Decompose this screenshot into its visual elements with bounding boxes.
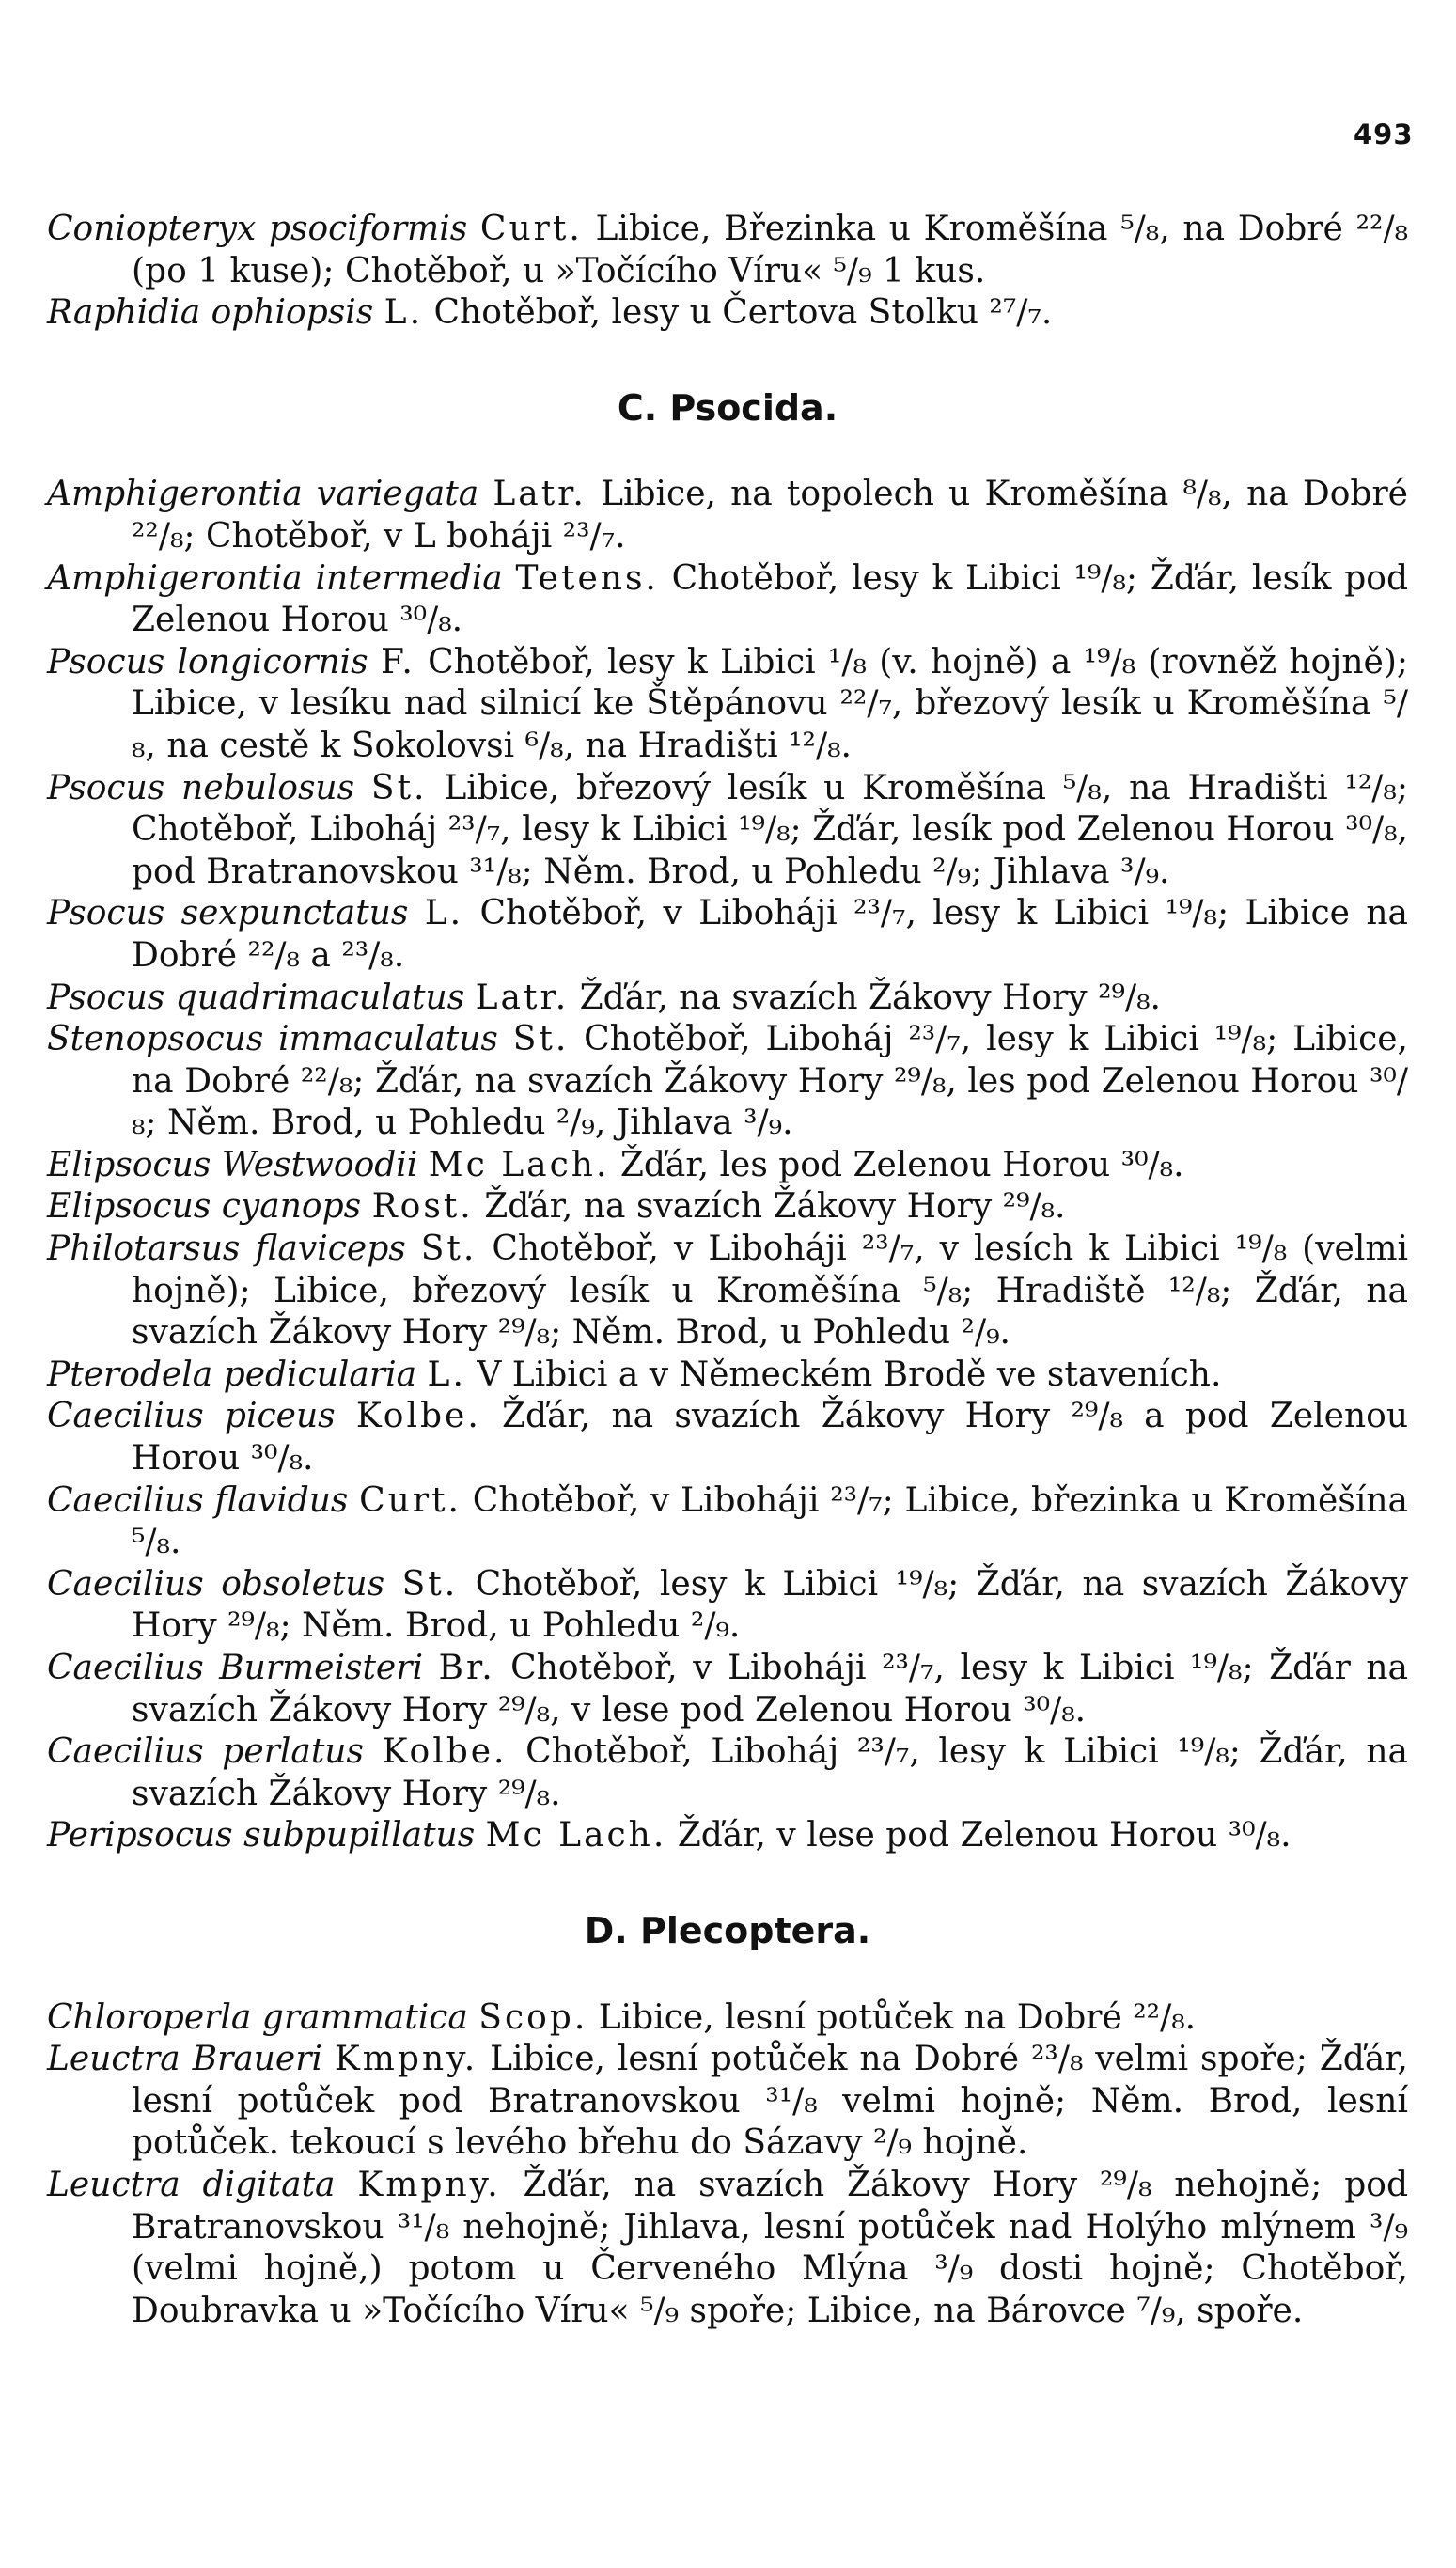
- species-name: Psocus longicornis: [47, 642, 368, 681]
- author-name: Rost.: [371, 1187, 474, 1227]
- locality-text: Chotěboř, lesy k Libici ¹⁹/₈; Žďár, lesík pod Zelenou Horou ³⁰/₈.: [132, 558, 1409, 640]
- page-number: 493: [1354, 118, 1414, 150]
- entry: [47, 1815, 1408, 1857]
- entry: [47, 1229, 1408, 1354]
- author-name: Scop.: [478, 1997, 588, 2037]
- locality-text: Chotěboř, v Liboháji ²³/₇, v lesích k Libici ¹⁹/₈ (velmi hojně); Libice, březový lesík u Kroměšína ⁵/₈; Hradiště ¹²/₈; Žďár, na svazích Žákovy Hory ²⁹/₈; Něm. Brod, u Pohledu ²/₉.: [132, 1229, 1409, 1353]
- author-name: St.: [401, 1564, 459, 1604]
- locality-text: Chotěboř, v Liboháji ²³/₇, lesy k Libici ¹⁹/₈; Žďár na svazích Žákovy Hory ²⁹/₈, v lese pod Zelenou Horou ³⁰/₈.: [132, 1649, 1408, 1730]
- author-name: Curt.: [359, 1480, 462, 1520]
- locality-text: V Libici a v Německém Brodě ve staveních.: [477, 1354, 1222, 1394]
- locality-text: Libice, lesní potůček na Dobré ²³/₈ velmi spoře; Žďár, lesní potůček pod Bratranovskou ³¹/₈ velmi hojně; Něm. Brod, lesní potůček. tekoucí s levého břehu do Sázavy ²/₉ hojně.: [132, 2040, 1408, 2163]
- species-name: Amphigerontia intermedia: [47, 558, 503, 598]
- entry: [47, 474, 1408, 557]
- locality-text: Žďár, na svazích Žákovy Hory ²⁹/₈.: [579, 978, 1161, 1017]
- author-name: Latr.: [475, 978, 570, 1017]
- entry: [47, 978, 1408, 1020]
- locality-text: Chotěboř, lesy u Čertova Stolku ²⁷/₇.: [433, 293, 1053, 333]
- author-name: St.: [512, 1020, 570, 1059]
- section-heading-plecoptera: D. Plecoptera.: [584, 1909, 871, 1951]
- entry: [47, 1186, 1408, 1229]
- species-name: Chloroperla grammatica: [47, 1997, 468, 2037]
- species-name: Caecilius perlatus: [47, 1732, 364, 1772]
- author-name: Curt.: [479, 210, 583, 248]
- author-name: Kmpny.: [357, 2165, 501, 2204]
- locality-text: Chotěboř, Liboháj ²³/₇, lesy k Libici ¹⁹/₈; Libice, na Dobré ²²/₈; Žďár, na svazích Žákovy Hory ²⁹/₈, les pod Zelenou Horou ³⁰/₈; Něm. Brod, u Pohledu ²/₉, Jihlava ³/₉.: [132, 1020, 1408, 1143]
- entry: [47, 642, 1408, 768]
- author-name: Kmpny.: [334, 2040, 478, 2079]
- species-name: Caecilius obsoletus: [47, 1564, 385, 1604]
- locality-text: Libice, Březinka u Kroměšína ⁵/₈, na Dobré ²²/₈ (po 1 kuse); Chotěboř, u »Točícího Víru« ⁵/₉ 1 kus.: [132, 210, 1409, 290]
- species-name: Coniopteryx psociformis: [47, 210, 468, 248]
- entry: [47, 1997, 1408, 2040]
- species-name: Psocus quadrimaculatus: [47, 978, 465, 1017]
- author-name: L.: [427, 1354, 466, 1394]
- author-name: Kolbe.: [382, 1732, 508, 1772]
- author-name: F.: [380, 642, 415, 681]
- species-name: Stenopsocus immaculatus: [47, 1020, 498, 1059]
- locality-text: Libice, lesní potůček na Dobré ²²/₈.: [598, 1997, 1197, 2037]
- locality-text: Chotěboř, lesy k Libici ¹/₈ (v. hojně) a ¹⁹/₈ (rovněž hojně); Libice, v lesíku nad silnicí ke Štěpánovu ²²/₇, březový lesík u Kroměšína ⁵/₈, na cestě k Sokolovsi ⁶/₈, na Hradišti ¹²/₈.: [132, 642, 1409, 765]
- entry: [47, 2039, 1408, 2165]
- entry: [47, 1480, 1408, 1564]
- entry: [47, 1145, 1408, 1187]
- entry: [47, 1648, 1408, 1731]
- entry: [47, 292, 1408, 335]
- author-name: Mc Lach.: [428, 1145, 610, 1184]
- species-name: Philotarsus flaviceps: [47, 1229, 406, 1269]
- locality-text: Chotěboř, lesy k Libici ¹⁹/₈; Žďár, na svazích Žákovy Hory ²⁹/₈; Něm. Brod, u Pohledu ²/₉.: [132, 1564, 1409, 1646]
- text-body: [47, 209, 1408, 2332]
- locality-text: Chotěboř, Liboháj ²³/₇, lesy k Libici ¹⁹/₈; Žďár, na svazích Žákovy Hory ²⁹/₈.: [132, 1732, 1409, 1813]
- entry: [47, 209, 1408, 292]
- locality-text: Chotěboř, v Liboháji ²³/₇; Libice, březinka u Kroměšína ⁵/₈.: [132, 1480, 1408, 1562]
- author-name: Tetens.: [515, 558, 659, 598]
- species-name: Caecilius flavidus: [47, 1480, 349, 1520]
- author-name: Br.: [438, 1649, 495, 1687]
- entries-top: [47, 209, 1408, 335]
- species-name: Peripsocus subpupillatus: [47, 1816, 476, 1856]
- entry: [47, 1564, 1408, 1648]
- entry: [47, 1354, 1408, 1397]
- locality-text: Libice, březový lesík u Kroměšína ⁵/₈, na Hradišti ¹²/₈; Chotěboř, Liboháj ²³/₇, lesy k Libici ¹⁹/₈; Žďár, lesík pod Zelenou Horou ³⁰/₈, pod Bratranovskou ³¹/₈; Něm. Brod, u Pohledu ²/₉; Jihlava ³/₉.: [132, 768, 1408, 891]
- author-name: L.: [424, 894, 464, 933]
- author-name: Latr.: [493, 475, 587, 514]
- species-name: Pterodela pedicularia: [47, 1354, 417, 1394]
- entry: [47, 1731, 1408, 1815]
- entries-plecoptera: [47, 1997, 1408, 2333]
- author-name: Mc Lach.: [485, 1816, 667, 1856]
- author-name: L.: [384, 293, 424, 333]
- locality-text: Žďár, v lese pod Zelenou Horou ³⁰/₈.: [677, 1816, 1292, 1856]
- species-name: Amphigerontia variegata: [47, 475, 479, 514]
- species-name: Psocus sexpunctatus: [47, 894, 409, 933]
- species-name: Elipsocus cyanops: [47, 1187, 362, 1227]
- locality-text: Žďár, na svazích Žákovy Hory ²⁹/₈.: [484, 1187, 1066, 1227]
- locality-text: Žďár, na svazích Žákovy Hory ²⁹/₈ nehojně; pod Bratranovskou ³¹/₈ nehojně; Jihlava, lesní potůček nad Holýho mlýnem ³/₉ (velmi hojně,) potom u Červeného Mlýna ³/₉ dosti hojně; Chotěboř, Doubravka u »Točícího Víru« ⁵/₉ spoře; Libice, na Bárovce ⁷/₉, spoře.: [132, 2165, 1408, 2330]
- species-name: Caecilius piceus: [47, 1397, 336, 1436]
- species-name: Caecilius Burmeisteri: [47, 1649, 423, 1687]
- author-name: St.: [370, 768, 428, 807]
- entry: [47, 893, 1408, 977]
- species-name: Leuctra digitata: [47, 2165, 336, 2204]
- locality-text: Libice, na topolech u Kroměšína ⁸/₈, na Dobré ²²/₈; Chotěboř, v L boháji ²³/₇.: [132, 475, 1408, 556]
- entries-psocida: [47, 474, 1408, 1857]
- author-name: Kolbe.: [355, 1397, 481, 1436]
- entry: [47, 1019, 1408, 1145]
- locality-text: Žďár, na svazích Žákovy Hory ²⁹/₈ a pod Zelenou Horou ³⁰/₈.: [132, 1397, 1409, 1479]
- section-heading-psocida: C. Psocida.: [617, 386, 838, 429]
- species-name: Psocus nebulosus: [47, 768, 355, 807]
- author-name: St.: [420, 1229, 478, 1269]
- entry: [47, 2165, 1408, 2332]
- locality-text: Žďár, les pod Zelenou Horou ³⁰/₈.: [619, 1145, 1184, 1184]
- locality-text: Chotěboř, v Liboháji ²³/₇, lesy k Libici ¹⁹/₈; Libice na Dobré ²²/₈ a ²³/₈.: [132, 894, 1408, 975]
- species-name: Elipsocus Westwoodii: [47, 1145, 418, 1184]
- species-name: Leuctra Braueri: [47, 2040, 322, 2079]
- entry: [47, 558, 1408, 642]
- entry: [47, 1396, 1408, 1480]
- species-name: Raphidia ophiopsis: [47, 293, 374, 333]
- entry: [47, 768, 1408, 894]
